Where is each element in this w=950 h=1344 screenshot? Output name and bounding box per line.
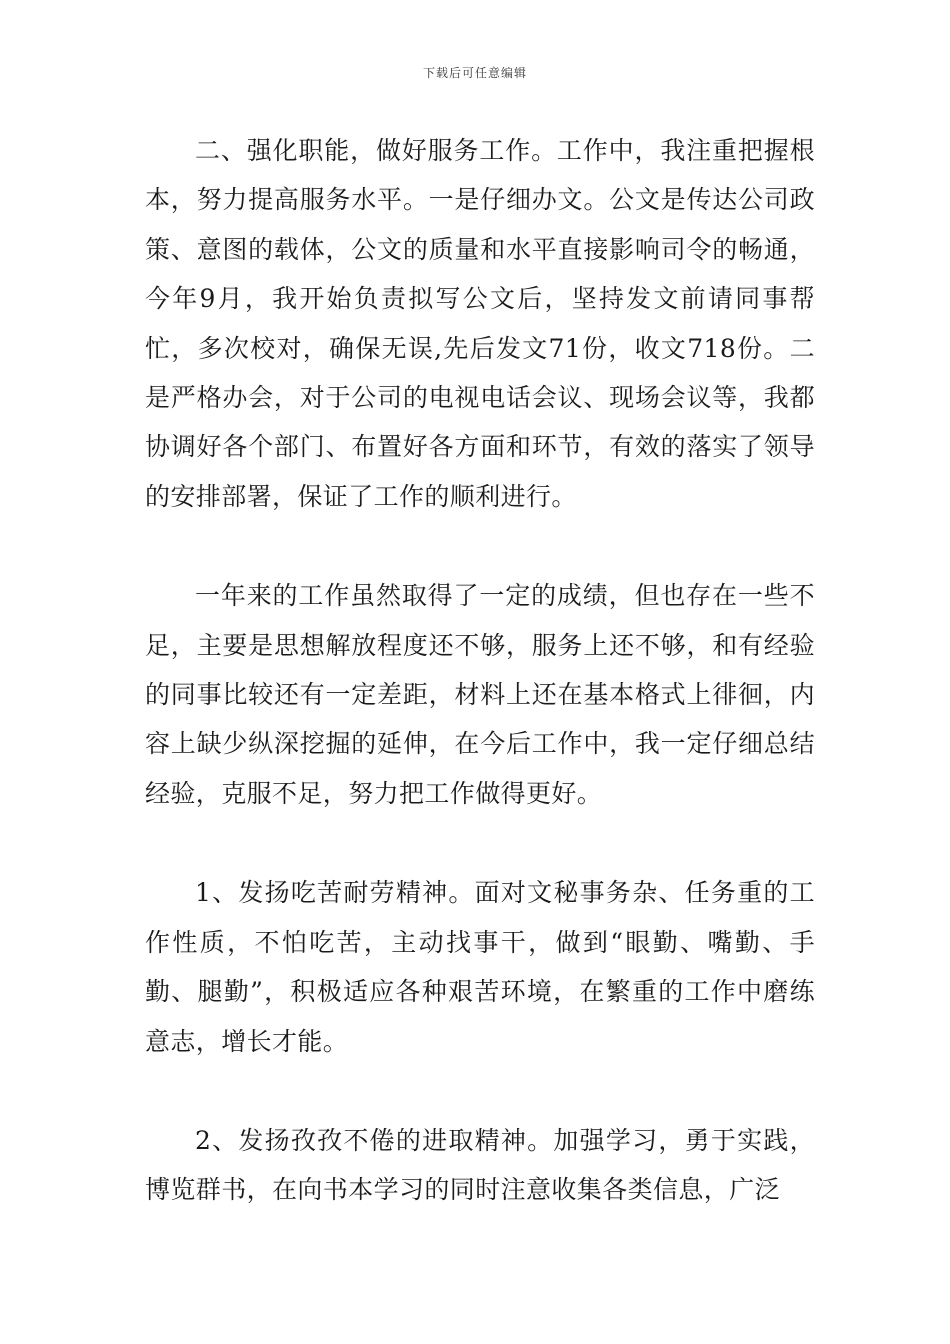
paragraph-strengthen-functions: 二、强化职能，做好服务工作。工作中，我注重把握根本，努力提高服务水平。一是仔细办文。公文是传达公司政策、意图的载体，公文的质量和水平直接影响司令的畅通，今年9月，我开始负责拟写公文后，坚持发文前请同事帮忙，多次校对，确保无误,先后发文71份，收文718份。二是严格办会，对于公司的电视电话会议、现场会议等，我都协调好各个部门、布置好各方面和环节，有效的落实了领导的安排部署，保证了工作的顺利进行。: [145, 136, 815, 511]
paragraph-enterprising-spirit: 2、发扬孜孜不倦的进取精神。加强学习，勇于实践，博览群书，在向书本学习的同时注意收集各类信息，广泛: [145, 1125, 815, 1205]
paragraph-hardworking-spirit: 1、发扬吃苦耐劳精神。面对文秘事务杂、任务重的工作性质，不怕吃苦，主动找事干，做到“眼勤、嘴勤、手勤、腿勤”，积极适应各种艰苦环境，在繁重的工作中磨练意志，增长才能。: [145, 878, 815, 1056]
document-body: [145, 126, 815, 1215]
page-header: 下载后可任意编辑: [422, 66, 527, 80]
paragraph-shortcomings: 一年来的工作虽然取得了一定的成绩，但也存在一些不足，主要是思想解放程度还不够，服务上还不够，和有经验的同事比较还有一定差距，材料上还在基本格式上徘徊，内容上缺少纵深挖掘的延伸，在今后工作中，我一定仔细总结经验，克服不足，努力把工作做得更好。: [145, 581, 815, 808]
